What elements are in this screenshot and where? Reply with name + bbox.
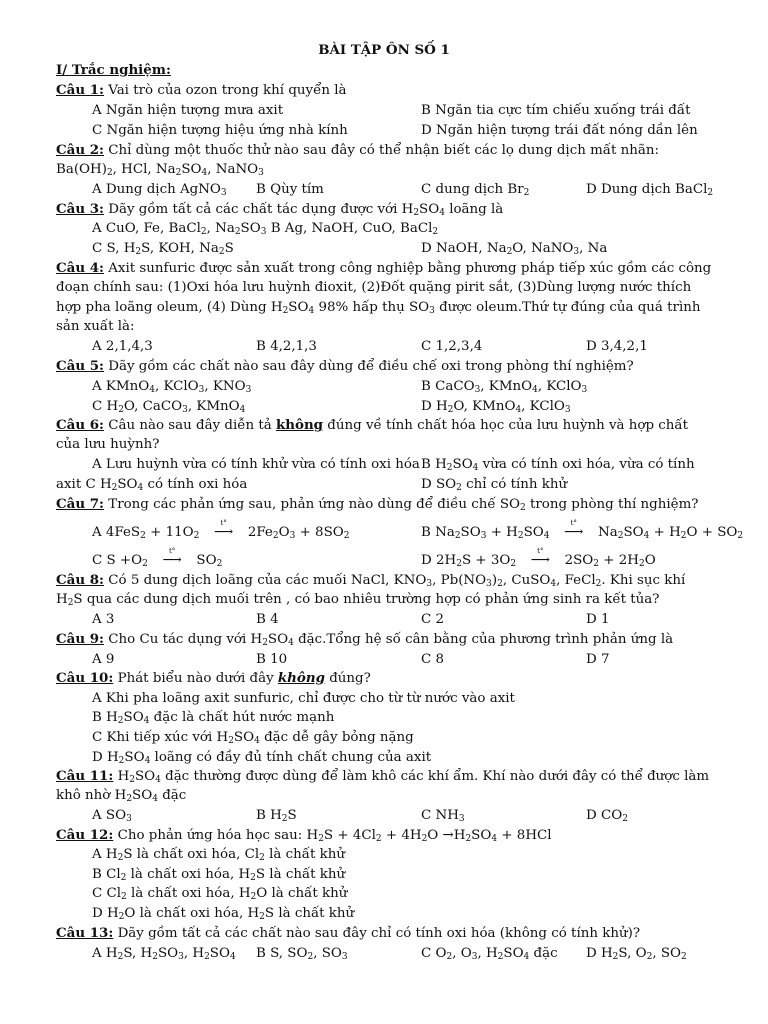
options-row (0, 748, 768, 768)
options-row (0, 708, 768, 728)
options-row (0, 337, 768, 357)
option-c[interactable]: C 8 (421, 652, 445, 667)
option-d[interactable]: D $2H_2S + 3O_2$ t° ⟶ $2SO_2 + 2H_2O$ (421, 547, 656, 569)
question-text: Vai trò của ozon trong khí quyển là (104, 83, 347, 98)
options-row (0, 884, 768, 904)
question-2: Câu 2: Chỉ dùng một thuốc thử nào sau đây có thể nhận biết các lọ dung dịch mất nhãn: $Ba(OH)_2$, HCl, $Na_2SO_4$, NaNO$_3$ (56, 142, 660, 179)
section-heading: I/ Trắc nghiệm: (56, 62, 171, 78)
option-c[interactable]: C $S +O_2$ t° ⟶ $SO_2$ (92, 547, 223, 569)
question-label: Câu 4: (56, 260, 104, 276)
option-d[interactable]: D $H_2SO_4$ loãng có đầy đủ tính chất chung của axit (92, 750, 432, 766)
option-c[interactable]: C Khi tiếp xúc với $H_2SO_4$ đặc dễ gây bỏng nặng (92, 730, 414, 746)
option-c[interactable]: C 1,2,3,4 (421, 339, 483, 354)
option-c[interactable]: C $NH_3$ (421, 808, 465, 824)
options-row (0, 397, 768, 417)
question-label: Câu 6: (56, 417, 104, 433)
question-text: Chỉ dùng một thuốc thử nào sau đây có thể nhận biết các lọ dung dịch mất nhãn: Ba(OH) (56, 143, 660, 178)
option-c[interactable]: C $Cl_2$ là chất oxi hóa, $H_2O$ là chất khử (92, 886, 348, 902)
options-row (0, 219, 768, 239)
option-a[interactable]: A Khi pha loãng axit sunfuric, chỉ được cho từ từ nước vào axit (92, 691, 515, 706)
question-label: Câu 9: (56, 631, 104, 647)
question-12: Câu 12: Cho phản ứng hóa học sau: $H_2S + 4Cl_2 + 4H_2O \to H_2SO_4 + 8HCl$ (56, 827, 552, 844)
keyword-khong: không (277, 670, 325, 686)
option-d[interactable]: D 3,4,2,1 (586, 339, 648, 354)
option-a-b[interactable]: A CuO, Fe, BaCl$_2$, $Na_2SO_3$ B Ag, NaOH, CuO, BaCl$_2$ (92, 221, 439, 237)
keyword-khong: không (276, 417, 324, 433)
option-c[interactable]: C $O_2$, $O_3$, $H_2SO_4$ đặc (421, 946, 558, 962)
question-label: Câu 5: (56, 358, 104, 374)
question-label: Câu 10: (56, 670, 114, 686)
option-a[interactable]: A $SO_3$ (92, 808, 132, 824)
question-10: Câu 10: Phát biểu nào dưới đây không đúng? (56, 670, 371, 686)
option-b[interactable]: B $H_2S$ (256, 808, 297, 824)
options-row (0, 519, 768, 543)
options-row (0, 865, 768, 885)
options-row (0, 455, 768, 475)
options-row (0, 121, 768, 141)
option-d[interactable]: D $H_2O$, KMnO$_4$, KClO$_3$ (421, 399, 571, 415)
option-a[interactable]: A Dung dịch AgNO$_3$ (92, 182, 227, 198)
question-9: Câu 9: Cho Cu tác dụng với $H_2SO_4$ đặc.Tổng hệ số cân bằng của phương trình phản ứng là (56, 631, 674, 648)
option-d[interactable]: D $H_2O$ là chất oxi hóa, $H_2S$ là chất khử (92, 906, 355, 922)
options-row (0, 610, 768, 630)
question-label: Câu 2: (56, 142, 104, 158)
option-a[interactable]: A KMnO$_4$, KClO$_3$, $KNO_3$ (92, 379, 252, 395)
option-c[interactable]: C dung dịch $Br_2$ (421, 182, 530, 198)
option-b[interactable]: B Ngăn tia cực tím chiếu xuống trái đất (421, 103, 691, 118)
question-8: Câu 8: Có 5 dung dịch loãng của các muối NaCl, $KNO_3$, $Pb(NO_3)_2$, CuSO$_4$, FeCl$_2$. Khi sục khí $H_2S$ qua các dung dịch muối trên , có bao nhiêu trường hợp có phản ứng sinh ra kết tủa? (56, 572, 686, 609)
option-b[interactable]: B $Cl_2$ là chất oxi hóa, $H_2S$ là chất khử (92, 867, 346, 883)
option-b[interactable]: B $H_2SO_4$ đặc là chất hút nước mạnh (92, 710, 335, 726)
question-5 (56, 357, 712, 376)
question-label: Câu 3: (56, 201, 104, 217)
option-b[interactable]: B Qùy tím (256, 182, 324, 197)
question-label: Câu 11: (56, 768, 114, 784)
question-text: Axit sunfuric được sản xuất trong công nghiệp bằng phương pháp tiếp xúc gồm các công đoạn chính sau: (1)Oxi hóa lưu huỳnh đioxit, (2)Đốt quặng pirit sắt, (3)Dùng lượng nước thích hợp pha loãng oleum, (4) Dùng H (56, 261, 712, 315)
option-b[interactable]: B 4 (256, 612, 279, 627)
option-d[interactable]: D $CO_2$ (586, 808, 628, 824)
option-d[interactable]: D NaOH, $Na_2O$, NaNO$_3$, Na (421, 241, 608, 257)
options-row (0, 806, 768, 826)
options-row (0, 845, 768, 865)
option-a[interactable]: A $H_2S$ là chất oxi hóa, $Cl_2$ là chất khử (92, 847, 345, 863)
question-4: Câu 4: Axit sunfuric được sản xuất trong công nghiệp bằng phương pháp tiếp xúc gồm các công đoạn chính sau: (1)Oxi hóa lưu huỳnh đioxit, (2)Đốt quặng pirit sắt, (3)Dùng lượng nước thích hợp pha loãng oleum, (4) Dùng $H_2SO_4$ 98% hấp thụ $SO_3$ được oleum.Thứ tự đúng của quá trình sản xuất là: (56, 260, 712, 335)
options-row (0, 728, 768, 748)
question-6: Câu 6: Câu nào sau đây diễn tả không đúng về tính chất hóa học của lưu huỳnh và hợp chất của lưu huỳnh? (56, 417, 689, 453)
option-a[interactable]: A 2,1,4,3 (92, 339, 153, 354)
options-row (0, 475, 768, 495)
option-a[interactable]: A Ngăn hiện tượng mưa axit (92, 103, 284, 118)
page-title: BÀI TẬP ÔN SỐ 1 (318, 42, 450, 58)
question-11: Câu 11: $H_2SO_4$ đặc thường được dùng để làm khô các khí ẩm. Khí nào dưới đây có thể được làm khô nhờ $H_2SO_4$ đặc (56, 768, 710, 805)
option-a[interactable]: A Lưu huỳnh vừa có tính khử vừa có tính oxi hóa (92, 457, 420, 472)
options-row (0, 904, 768, 924)
option-b[interactable]: B 4,2,1,3 (256, 339, 317, 354)
option-a[interactable]: A $4FeS_2 + 11O_2$ t° ⟶ $2Fe_2O_3 + 8SO_2$ (92, 519, 350, 541)
question-text: Dãy gồm tất cả các chất tác dụng được với H (104, 202, 414, 217)
option-c[interactable]: C $H_2O$, CaCO$_3$, KMnO$_4$ (92, 399, 246, 415)
option-d[interactable]: D Ngăn hiện tượng trái đất nóng dần lên (421, 123, 698, 138)
question-label: Câu 7: (56, 496, 104, 512)
option-b[interactable]: B 10 (256, 652, 288, 667)
option-a[interactable]: A $H_2S$, $H_2SO_3$, $H_2SO_4$ (92, 946, 236, 962)
option-d[interactable]: D 7 (586, 652, 610, 667)
question-label: Câu 13: (56, 925, 114, 941)
options-row (0, 377, 768, 397)
option-b[interactable]: B $H_2SO_4$ vừa có tính oxi hóa, vừa có tính (421, 457, 695, 473)
option-d[interactable]: D $H_2S$, $O_2$, $SO_2$ (586, 946, 687, 962)
options-row (0, 689, 768, 709)
option-d[interactable]: D Dung dịch BaCl$_2$ (586, 182, 714, 198)
option-b[interactable]: B S, $SO_2$, $SO_3$ (256, 946, 348, 962)
option-d[interactable]: D 1 (586, 612, 610, 627)
options-row (0, 239, 768, 259)
question-text: Dãy gồm các chất nào sau đây dùng để điều chế oxi trong phòng thí nghiệm? (104, 359, 634, 374)
options-row (0, 101, 768, 121)
question-13: Câu 13: Dãy gồm tất cả các chất nào sau đây chỉ có tính oxi hóa (không có tính khử)? (56, 925, 640, 941)
question-7: Câu 7: Trong các phản ứng sau, phản ứng nào dùng để điều chế $SO_2$ trong phòng thí nghiệm? (56, 496, 699, 513)
option-b[interactable]: B CaCO$_3$, KMnO$_4$, KClO$_3$ (421, 379, 588, 395)
question-3: Câu 3: Dãy gồm tất cả các chất tác dụng được với $H_2SO_4$ loãng là (56, 201, 504, 218)
option-a[interactable]: A 3 (92, 612, 115, 627)
question-label: Câu 8: (56, 572, 104, 588)
option-b[interactable]: B $Na_2SO_3 + H_2SO_4$ t° ⟶ $Na_2SO_4 + H_2O + SO_2$ (421, 519, 744, 541)
question-1 (56, 81, 712, 100)
option-c[interactable]: axit C $H_2SO_4$ có tính oxi hóa (56, 477, 248, 493)
option-d[interactable]: D $SO_2$ chỉ có tính khử (421, 477, 568, 493)
question-label: Câu 1: (56, 82, 104, 98)
option-c[interactable]: C 2 (421, 612, 445, 627)
options-row (0, 180, 768, 200)
question-label: Câu 12: (56, 827, 114, 843)
option-c[interactable]: C S, $H_2S$, KOH, $Na_2S$ (92, 241, 234, 257)
options-row (0, 650, 768, 670)
options-row (0, 944, 768, 964)
option-a[interactable]: A 9 (92, 652, 115, 667)
options-row (0, 547, 768, 571)
option-c[interactable]: C Ngăn hiện tượng hiệu ứng nhà kính (92, 123, 348, 138)
